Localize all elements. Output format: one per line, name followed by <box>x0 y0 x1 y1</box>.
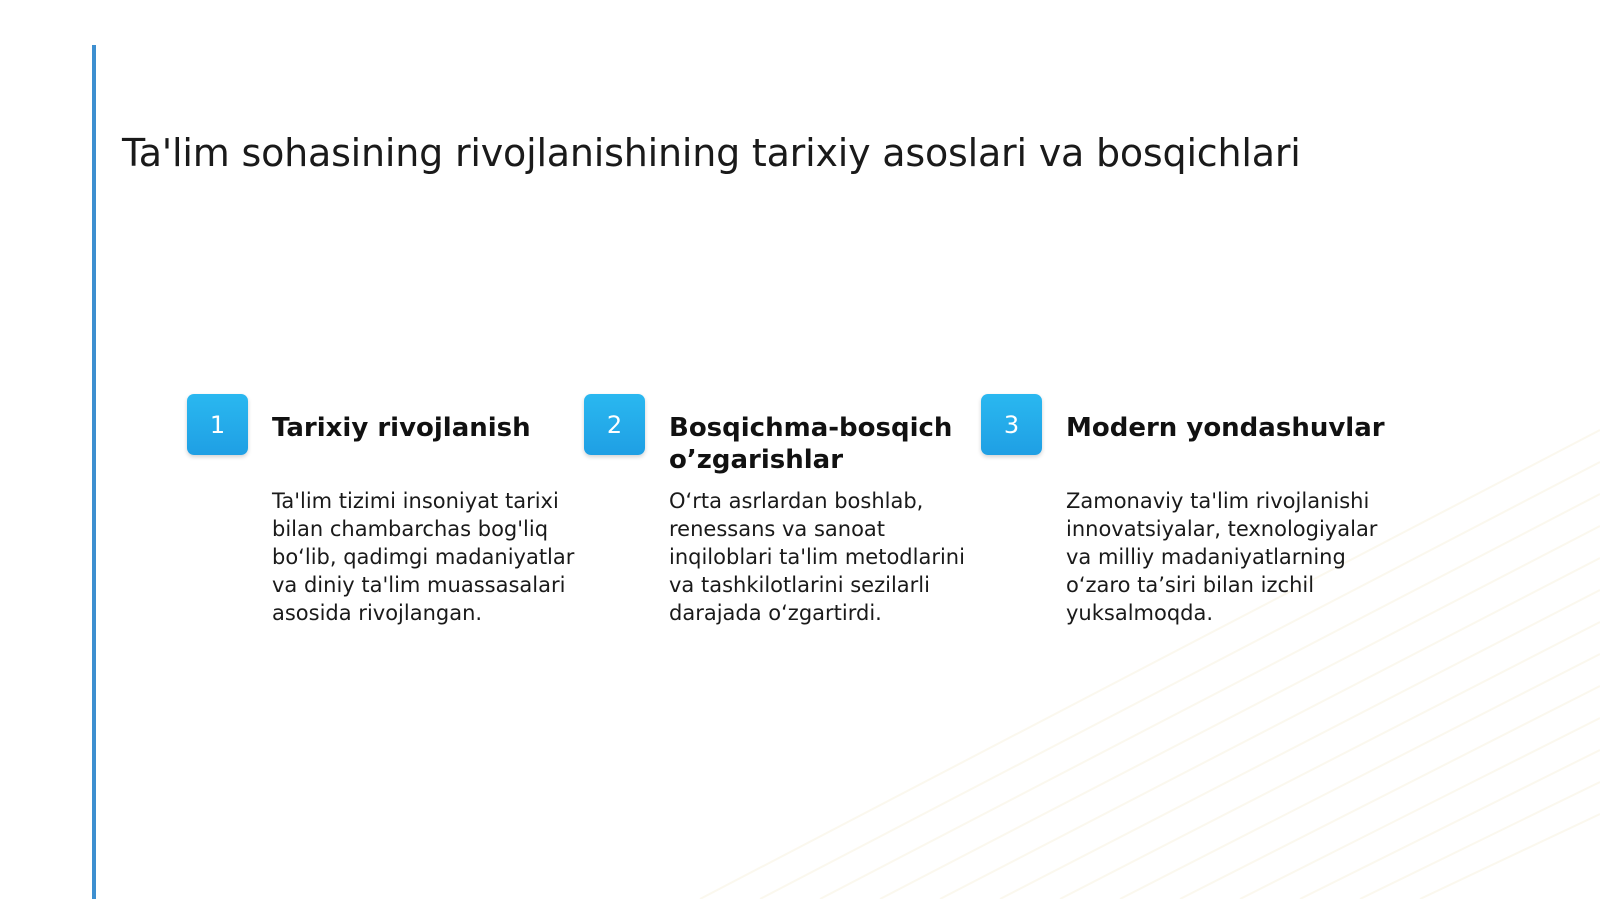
step-description: O‘rta asrlardan boshlab, renessans va sanoat inqiloblari ta'lim metodlarini va tashkilotlarini sezilarli darajada o‘zgartirdi. <box>669 489 965 625</box>
steps-row <box>187 394 1407 654</box>
step-number-badge: 3 <box>981 394 1042 455</box>
step-heading: Tarixiy rivojlanish <box>272 413 531 443</box>
step-heading: Bosqichma-bosqich o’zgarishlar <box>669 413 953 475</box>
step-description: Zamonaviy ta'lim rivojlanishi innovatsiyalar, texnologiyalar va milliy madaniyatlarning o‘zaro ta’siri bilan izchil yuksalmoqda. <box>1066 489 1378 625</box>
step-heading: Modern yondashuvlar <box>1066 413 1385 443</box>
slide-title: Ta'lim sohasining rivojlanishining tarixiy asoslari va bosqichlari <box>122 131 1301 176</box>
left-accent-line <box>92 45 96 899</box>
step-description: Ta'lim tizimi insoniyat tarixi bilan chambarchas bog'liq bo‘lib, qadimgi madaniyatlar va diniy ta'lim muassasalari asosida rivojlangan. <box>272 489 575 625</box>
step-number-badge: 2 <box>584 394 645 455</box>
step-number-badge: 1 <box>187 394 248 455</box>
